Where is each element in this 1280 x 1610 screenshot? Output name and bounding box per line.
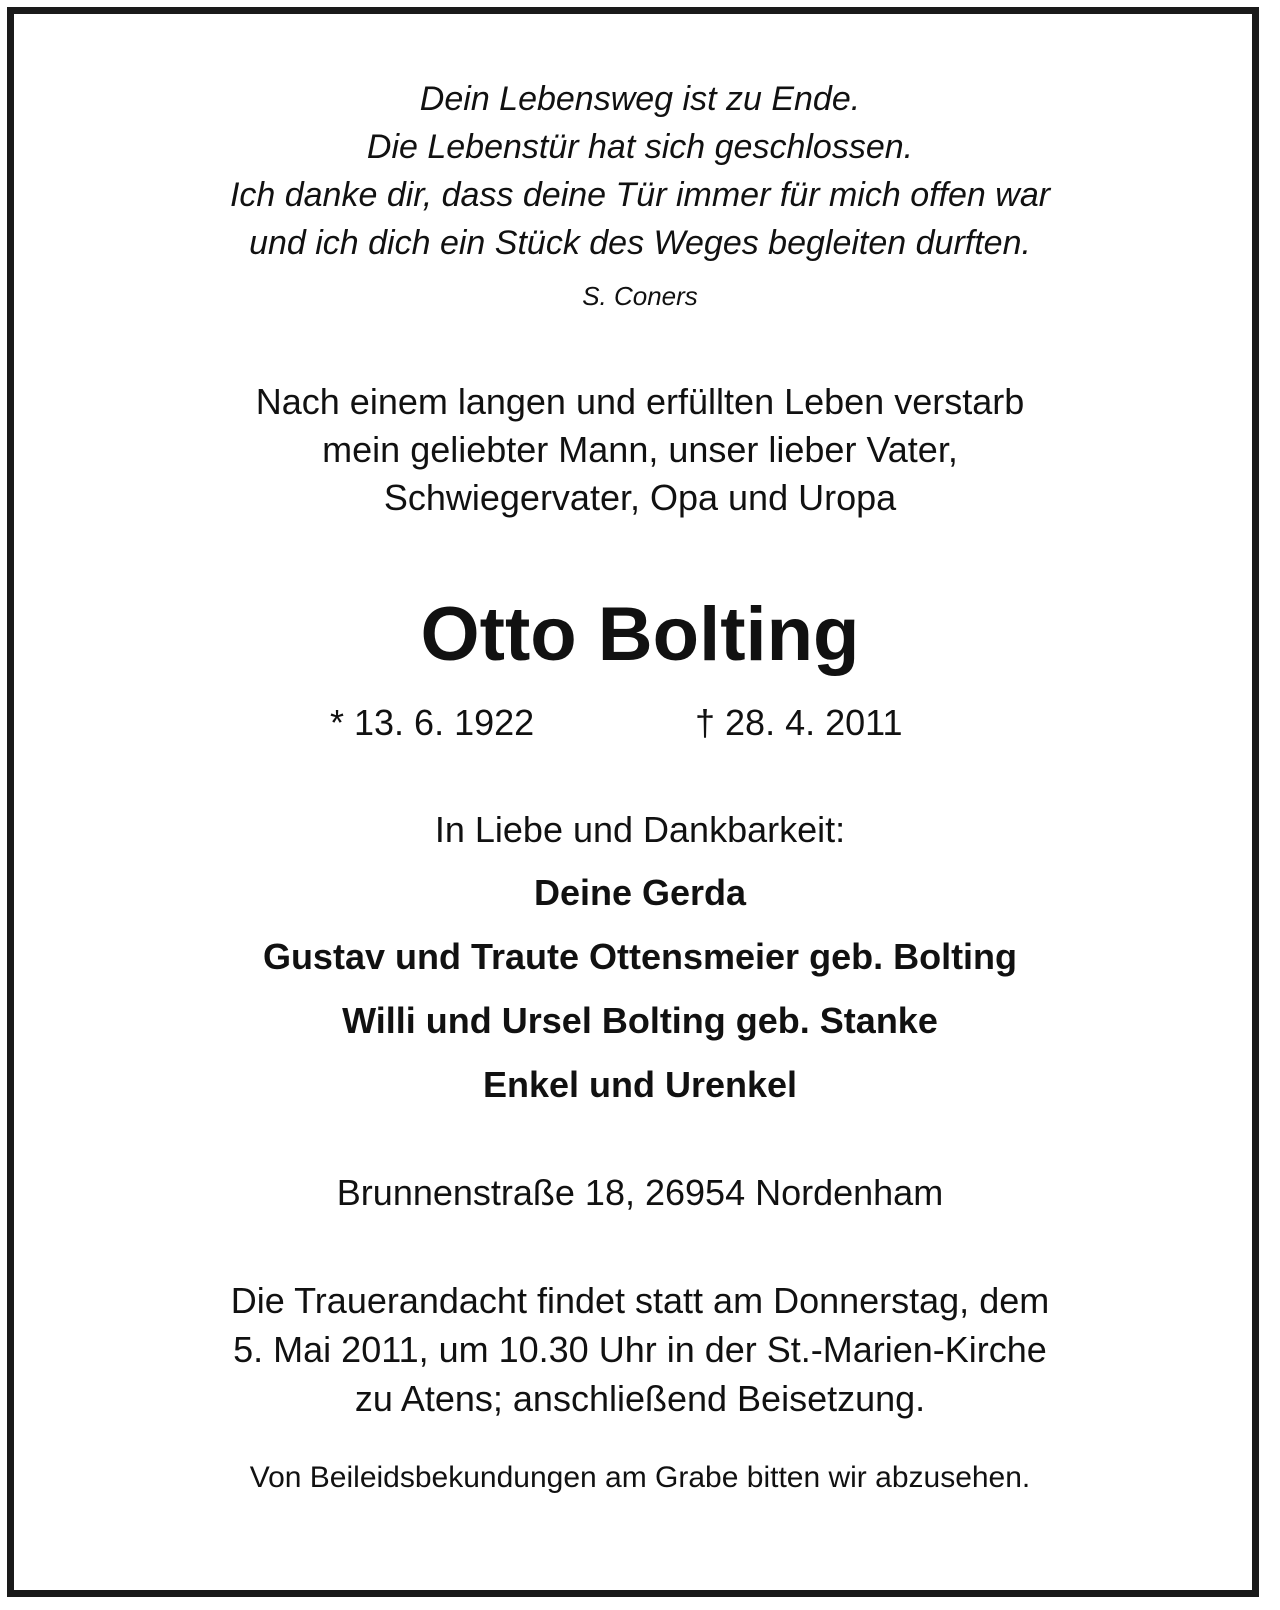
mourner-name: Gustav und Traute Ottensmeier geb. Bolting — [262, 936, 1018, 977]
mourners-intro: In Liebe und Dankbarkeit: — [434, 809, 846, 850]
intro-line: Nach einem langen und erfüllten Leben verstarb — [255, 381, 1025, 422]
condolence-note: Von Beileidsbekundungen am Grabe bitten wir abzusehen. — [249, 1461, 1031, 1494]
poem-line: Dein Lebensweg ist zu Ende. — [419, 80, 861, 118]
mourner-name: Enkel und Urenkel — [482, 1064, 798, 1105]
poem-line: Die Lebenstür hat sich geschlossen. — [366, 128, 914, 166]
service-line: zu Atens; anschließend Beisetzung. — [354, 1378, 926, 1419]
service-line: 5. Mai 2011, um 10.30 Uhr in der St.-Marien-Kirche — [233, 1329, 1047, 1370]
mourner-name: Willi und Ursel Bolting geb. Stanke — [342, 1000, 938, 1041]
death-date: † 28. 4. 2011 — [695, 702, 903, 743]
service-line: Die Trauerandacht findet statt am Donnerstag, dem — [230, 1280, 1050, 1321]
address: Brunnenstraße 18, 26954 Nordenham — [336, 1172, 944, 1213]
poem-author: S. Coners — [582, 281, 698, 311]
deceased-name: Otto Bolting — [420, 592, 860, 677]
poem-line: und ich dich ein Stück des Weges begleiten durften. — [249, 224, 1031, 262]
birth-date: * 13. 6. 1922 — [330, 702, 535, 743]
intro-line: Schwiegervater, Opa und Uropa — [383, 477, 897, 518]
poem-line: Ich danke dir, dass deine Tür immer für mich offen war — [229, 176, 1051, 214]
mourner-name: Deine Gerda — [533, 872, 747, 913]
intro-line: mein geliebter Mann, unser lieber Vater, — [322, 429, 958, 470]
life-dates — [0, 702, 1280, 745]
